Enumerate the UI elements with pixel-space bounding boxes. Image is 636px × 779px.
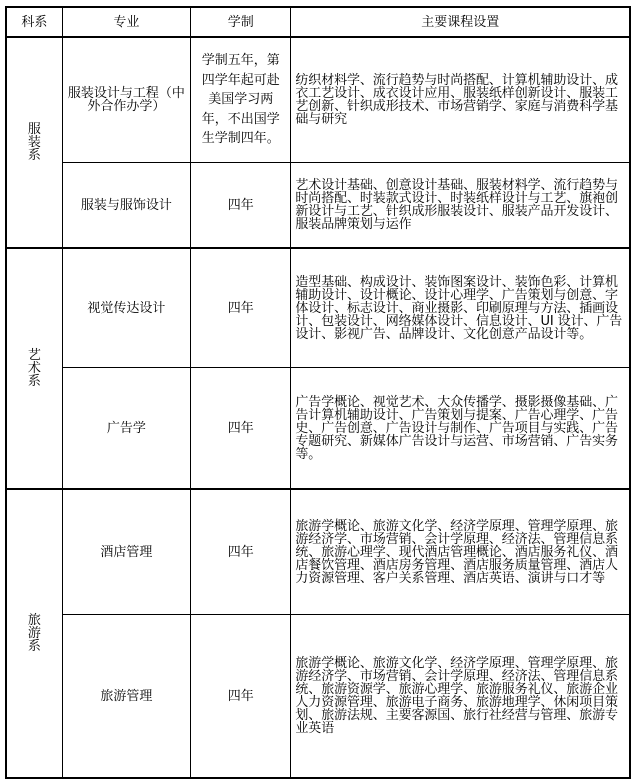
department-char: 艺 xyxy=(27,348,41,363)
table-row xyxy=(6,248,630,368)
courses-cell-1-1: 广告学概论、视觉艺术、大众传播学、摄影摄像基础、广告计算机辅助设计、广告策划与提案、广告心理学、广告史、广告创意、广告设计与制作、广告项目与实践、广告专题研究、新媒体广告设计与运营、市场营销、广告实务等。 xyxy=(291,368,630,490)
duration-cell-0-1: 四年 xyxy=(191,163,291,249)
duration-cell-2-1: 四年 xyxy=(191,615,291,779)
courses-cell-2-0: 旅游学概论、旅游文化学、经济学原理、管理学原理、旅游经济学、市场营销、会计学原理、经济法、管理信息系统、旅游心理学、现代酒店管理概论、酒店服务礼仪、酒店餐饮管理、酒店房务管理、酒店服务质量管理、酒店人力资源管理、客户关系管理、酒店英语、演讲与口才等 xyxy=(291,489,630,615)
curriculum-table xyxy=(5,6,631,779)
table-row xyxy=(6,615,630,779)
department-char: 术 xyxy=(27,361,41,376)
major-cell-0-0: 服装设计与工程（中外合作办学） xyxy=(62,37,190,163)
duration-cell-1-0: 四年 xyxy=(191,248,291,368)
department-char: 系 xyxy=(27,639,41,654)
column-header-duration: 学制 xyxy=(191,7,291,37)
table-header xyxy=(6,7,630,37)
department-char: 旅 xyxy=(27,613,41,628)
table-row xyxy=(6,37,630,163)
department-cell-0 xyxy=(6,37,62,248)
table-row xyxy=(6,368,630,490)
major-cell-2-0: 酒店管理 xyxy=(62,489,190,615)
department-char: 游 xyxy=(27,626,41,641)
major-cell-1-1: 广告学 xyxy=(62,368,190,490)
courses-cell-0-1: 艺术设计基础、创意设计基础、服装材料学、流行趋势与时尚搭配、时装款式设计、时装纸样设计与工艺、旗袍创新设计与工艺、针织成形服装设计、服装产品开发设计、服装品牌策划与运作 xyxy=(291,163,630,249)
table-row xyxy=(6,489,630,615)
courses-cell-2-1: 旅游学概论、旅游文化学、经济学原理、管理学原理、旅游经济学、市场营销、会计学原理、经济法、管理信息系统、旅游资源学、旅游心理学、旅游服务礼仪、旅游企业人力资源管理、旅游电子商务、旅游地理学、休闲项目策划、旅游法规、主要客源国、旅行社经营与管理、旅游专业英语 xyxy=(291,615,630,779)
major-cell-2-1: 旅游管理 xyxy=(62,615,190,779)
table-row xyxy=(6,163,630,249)
table-body xyxy=(6,37,630,778)
courses-cell-0-0: 纺织材料学、流行趋势与时尚搭配、计算机辅助设计、成衣工艺设计、成衣设计应用、服装纸样创新设计、服装工艺创新、针织成形技术、市场营销学、家庭与消费科学基础与研究 xyxy=(291,37,630,163)
department-char: 系 xyxy=(27,148,41,163)
column-header-major: 专业 xyxy=(62,7,190,37)
courses-cell-1-0: 造型基础、构成设计、装饰图案设计、装饰色彩、计算机辅助设计、设计概论、设计心理学、广告策划与创意、字体设计、标志设计、商业摄影、印刷原理与方法、插画设计、包装设计、网络媒体设计、信息设计、UI 设计、广告设计、影视广告、品牌设计、文化创意产品设计等。 xyxy=(291,248,630,368)
department-cell-2 xyxy=(6,489,62,778)
table-header-row xyxy=(6,7,630,37)
department-char: 装 xyxy=(27,135,41,150)
duration-cell-0-0: 学制五年，第四学年起可赴美国学习两年，不出国学生学制四年。 xyxy=(191,37,291,163)
department-char: 系 xyxy=(27,374,41,389)
column-header-courses: 主要课程设置 xyxy=(291,7,630,37)
department-cell-1 xyxy=(6,248,62,489)
duration-cell-2-0: 四年 xyxy=(191,489,291,615)
department-char: 服 xyxy=(27,122,41,137)
column-header-department: 科系 xyxy=(6,7,62,37)
duration-cell-1-1: 四年 xyxy=(191,368,291,490)
major-cell-0-1: 服装与服饰设计 xyxy=(62,163,190,249)
major-cell-1-0: 视觉传达设计 xyxy=(62,248,190,368)
